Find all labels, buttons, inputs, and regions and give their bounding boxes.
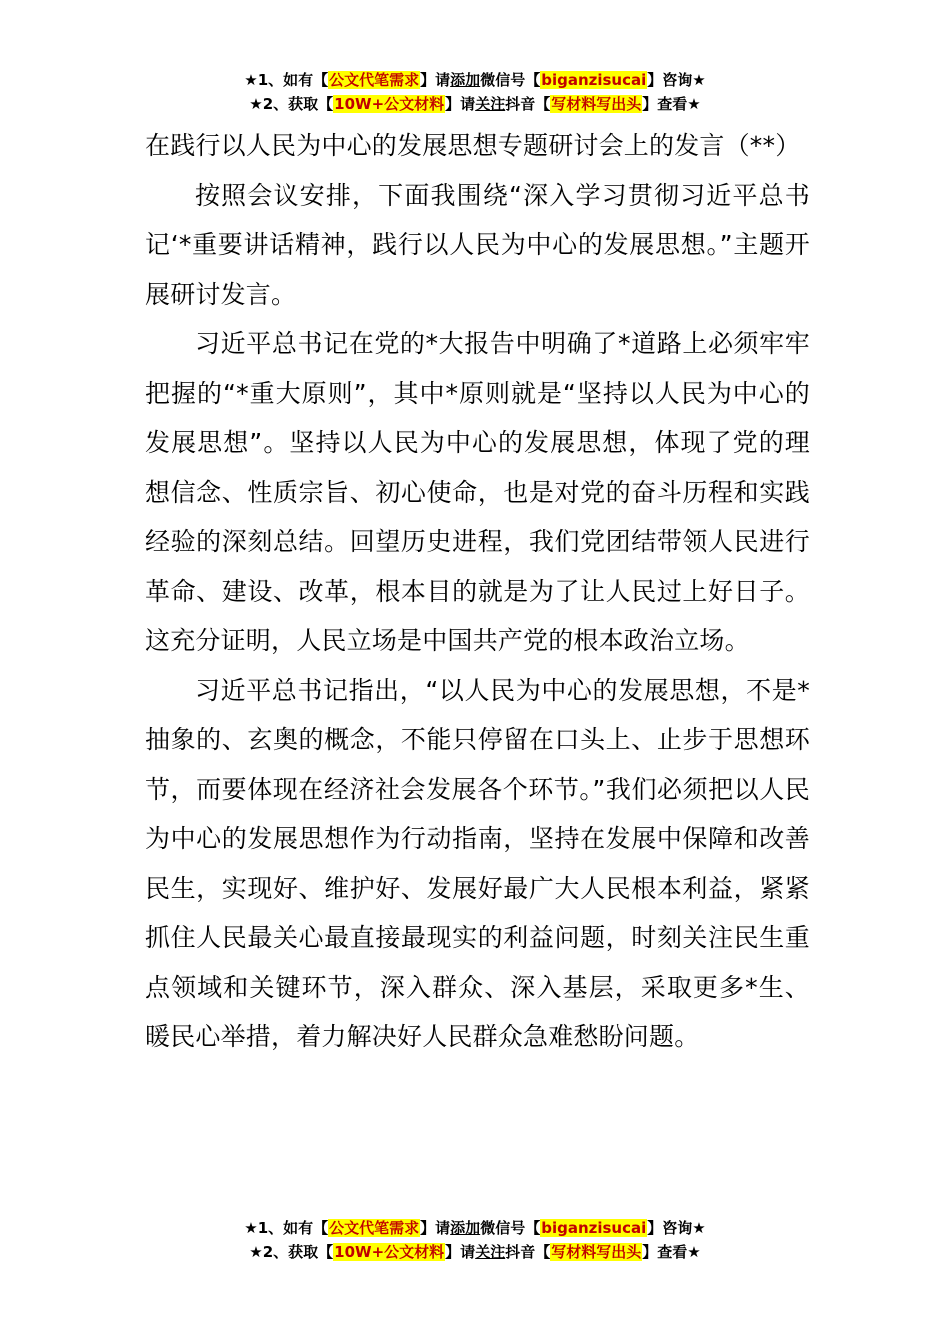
star-icon: ★: [692, 1219, 706, 1237]
banner-text: 】请: [420, 1219, 451, 1237]
banner-text: 】查看: [642, 95, 688, 113]
banner-highlight: 公文代笔需求: [329, 71, 420, 89]
star-icon: ★: [687, 1243, 701, 1261]
banner-text: 】查看: [642, 1243, 688, 1261]
banner-text: 】请: [420, 71, 451, 89]
banner-text: 2、获取【: [262, 1243, 334, 1261]
banner-line-1: [0, 68, 950, 92]
banner-text: 抖音【: [505, 95, 551, 113]
document-title: 在践行以人民为中心的发展思想专题研讨会上的发言（**）: [145, 131, 801, 160]
banner-text: 】请: [445, 1243, 476, 1261]
banner-highlight: 公文代笔需求: [329, 1219, 420, 1237]
star-icon: ★: [244, 1219, 258, 1237]
star-icon: ★: [687, 95, 701, 113]
banner-line-2: [0, 1240, 950, 1264]
star-icon: ★: [249, 1243, 263, 1261]
banner-underlined-text: 添加: [450, 71, 481, 89]
banner-underlined-text: 添加: [450, 1219, 481, 1237]
header-banner: [0, 68, 950, 116]
banner-highlight-douyin-id: 写材料写出头: [551, 95, 642, 113]
banner-underlined-text: 关注: [475, 95, 506, 113]
paragraph-1: 按照会议安排，下面我围绕“深入学习贯彻习近平总书记‘*重要讲话精神，践行以人民为中心的发展思想。”主题开展研讨发言。: [145, 180, 810, 309]
paragraph-2: 习近平总书记在党的*大报告中明确了*道路上必须牢牢把握的“*重大原则”，其中*原则就是“坚持以人民为中心的发展思想”。坚持以人民为中心的发展思想，体现了党的理想信念、性质宗旨、初心使命，也是对党的奋斗历程和实践经验的深刻总结。回望历史进程，我们党团结带领人民进行革命、建设、改革，根本目的就是为了让人民过上好日子。这充分证明，人民立场是中国共产党的根本政治立场。: [145, 329, 810, 655]
star-icon: ★: [692, 71, 706, 89]
banner-text: 微信号【: [480, 71, 541, 89]
banner-text: 抖音【: [505, 1243, 551, 1261]
banner-line-1: [0, 1216, 950, 1240]
banner-highlight-wechat-id: biganzisucai: [541, 1219, 647, 1237]
banner-text: 1、如有【: [257, 1219, 329, 1237]
banner-text: 微信号【: [480, 1219, 541, 1237]
banner-text: 2、获取【: [262, 95, 334, 113]
banner-text: 】咨询: [647, 1219, 693, 1237]
banner-highlight: 10W+公文材料: [334, 1243, 445, 1261]
footer-banner: [0, 1216, 950, 1264]
banner-highlight-douyin-id: 写材料写出头: [551, 1243, 642, 1261]
star-icon: ★: [249, 95, 263, 113]
star-icon: ★: [244, 71, 258, 89]
banner-highlight: 10W+公文材料: [334, 95, 445, 113]
banner-text: 1、如有【: [257, 71, 329, 89]
banner-underlined-text: 关注: [475, 1243, 506, 1261]
paragraph-3: 习近平总书记指出，“以人民为中心的发展思想，不是*抽象的、玄奥的概念，不能只停留在口头上、止步于思想环节，而要体现在经济社会发展各个环节。”我们必须把以人民为中心的发展思想作为行动指南，坚持在发展中保障和改善民生，实现好、维护好、发展好最广大人民根本利益，紧紧抓住人民最关心最直接最现实的利益问题，时刻关注民生重点领域和关键环节，深入群众、深入基层，采取更多*生、暖民心举措，着力解决好人民群众急难愁盼问题。: [145, 675, 810, 1051]
banner-text: 】请: [445, 95, 476, 113]
banner-line-2: [0, 92, 950, 116]
document-body: [145, 121, 810, 1062]
banner-text: 】咨询: [647, 71, 693, 89]
banner-highlight-wechat-id: biganzisucai: [541, 71, 647, 89]
